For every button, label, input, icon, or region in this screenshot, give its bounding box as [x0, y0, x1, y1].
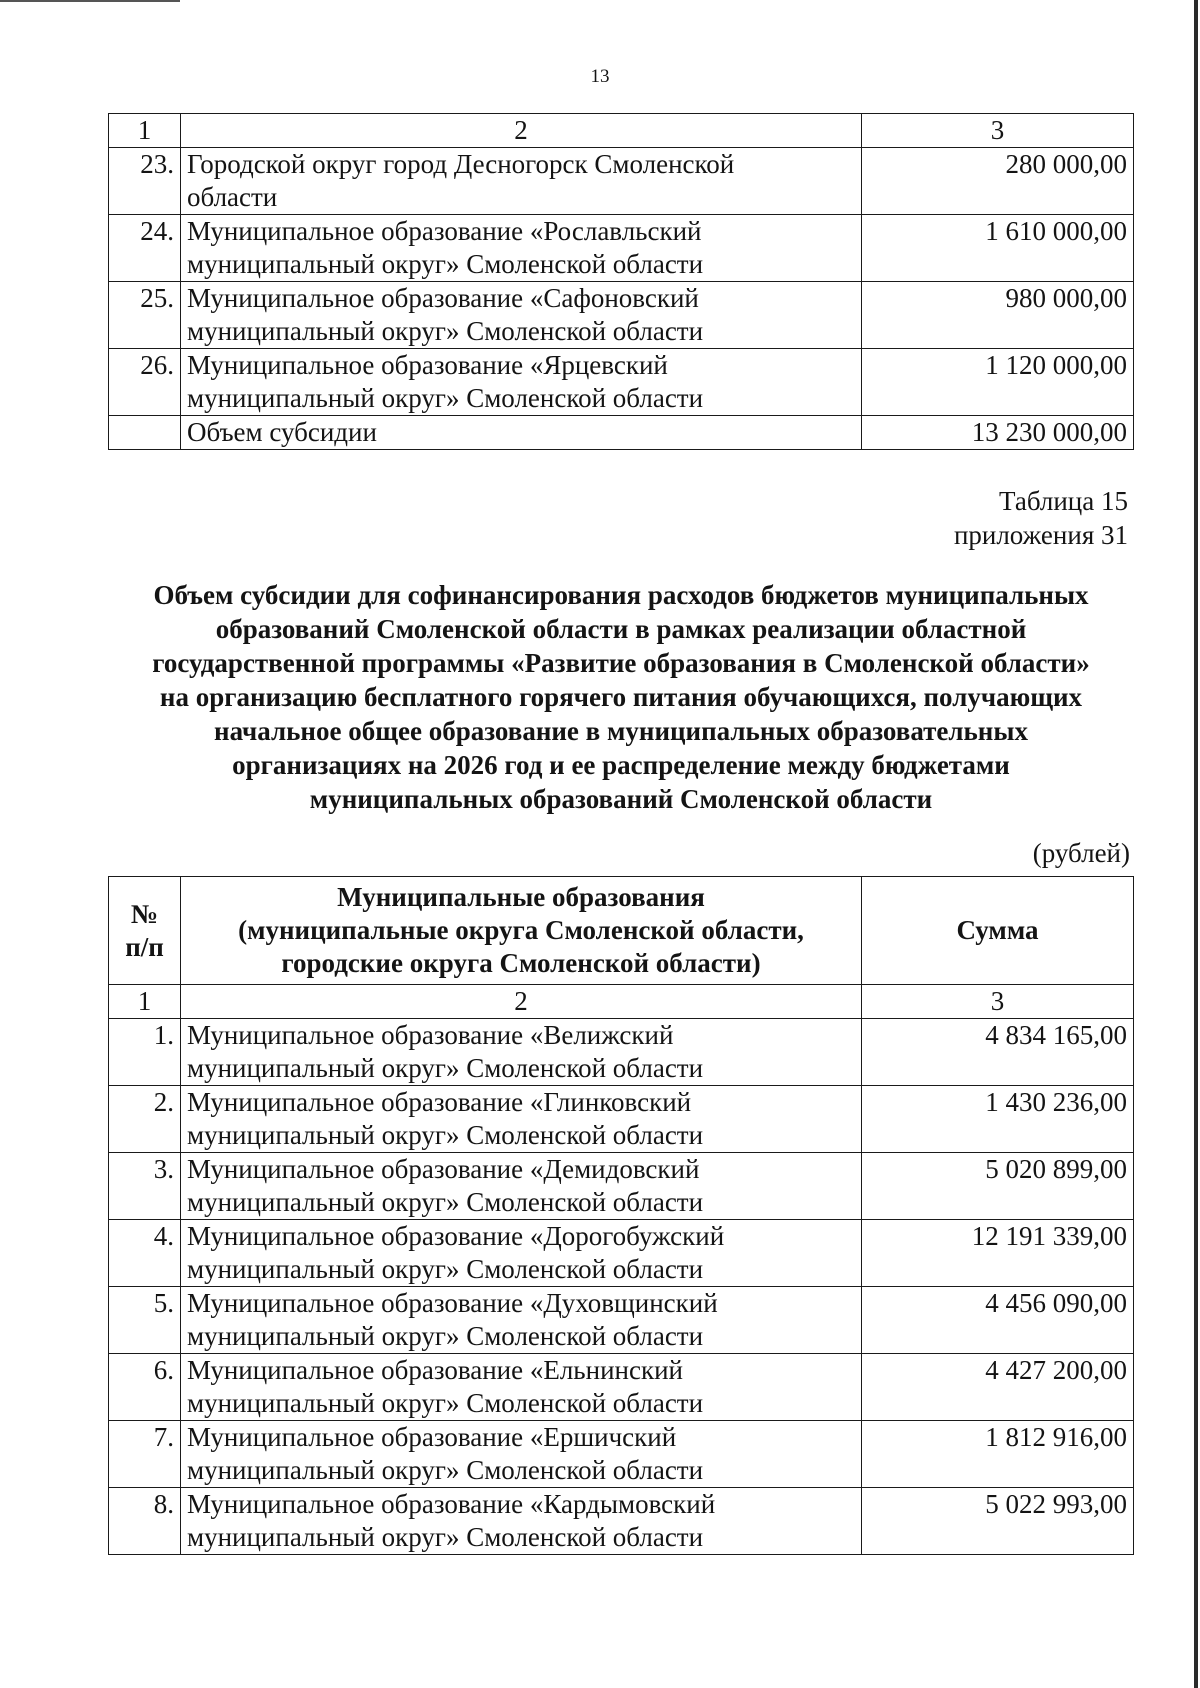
row-name-line: Муниципальное образование «Глинковский — [187, 1087, 692, 1117]
row-number: 3. — [109, 1153, 181, 1220]
table-row — [109, 148, 1134, 215]
row-name-line: муниципальный округ» Смоленской области — [187, 316, 704, 346]
row-sum: 980 000,00 — [862, 282, 1134, 349]
table-caption — [954, 484, 1128, 552]
row-name-line: Муниципальное образование «Ершичский — [187, 1422, 677, 1452]
row-name — [181, 1354, 862, 1421]
row-number: 24. — [109, 215, 181, 282]
page-number: 13 — [590, 66, 610, 87]
row-number: 6. — [109, 1354, 181, 1421]
index-cell: 3 — [862, 114, 1134, 148]
table-row — [109, 1488, 1134, 1555]
row-name-line: Муниципальное образование «Кардымовский — [187, 1489, 716, 1519]
index-cell: 2 — [181, 114, 862, 148]
total-number-cell — [109, 416, 181, 450]
row-name-line: муниципальный округ» Смоленской области — [187, 1455, 704, 1485]
row-number: 2. — [109, 1086, 181, 1153]
row-name-line: Городской округ город Десногорск Смоленской — [187, 149, 735, 179]
index-cell: 2 — [181, 985, 862, 1019]
row-sum: 12 191 339,00 — [862, 1220, 1134, 1287]
table-row — [109, 1354, 1134, 1421]
row-name-line: муниципальный округ» Смоленской области — [187, 383, 704, 413]
row-number: 23. — [109, 148, 181, 215]
row-name — [181, 215, 862, 282]
row-number: 25. — [109, 282, 181, 349]
row-sum: 4 456 090,00 — [862, 1287, 1134, 1354]
header-municipality — [181, 877, 862, 985]
caption-appendix: приложения 31 — [953, 520, 1128, 550]
table-continued — [108, 113, 1134, 450]
row-number: 26. — [109, 349, 181, 416]
subsidy-table — [108, 876, 1134, 1555]
row-sum: 5 020 899,00 — [862, 1153, 1134, 1220]
row-sum: 1 610 000,00 — [862, 215, 1134, 282]
row-number: 8. — [109, 1488, 181, 1555]
table-header-row — [109, 877, 1134, 985]
table-row — [109, 1421, 1134, 1488]
row-name — [181, 349, 862, 416]
row-number: 4. — [109, 1220, 181, 1287]
row-name — [181, 1488, 862, 1555]
header-number — [109, 877, 181, 985]
title-line: образований Смоленской области в рамках реализации областной — [215, 614, 1027, 644]
header-municipality-line: городские округа Смоленской области) — [281, 948, 761, 978]
table-row — [109, 215, 1134, 282]
table-row — [109, 1019, 1134, 1086]
table-row — [109, 349, 1134, 416]
row-name-line: области — [187, 182, 278, 212]
header-municipality-line: Муниципальные образования — [337, 882, 705, 912]
row-sum: 1 120 000,00 — [862, 349, 1134, 416]
row-name-line: Муниципальное образование «Ярцевский — [187, 350, 668, 380]
index-cell: 3 — [862, 985, 1134, 1019]
table-row — [109, 1220, 1134, 1287]
row-name — [181, 148, 862, 215]
table-row — [109, 282, 1134, 349]
row-name-line: муниципальный округ» Смоленской области — [187, 249, 704, 279]
scan-edge-right — [1194, 0, 1198, 1688]
row-name-line: Муниципальное образование «Рославльский — [187, 216, 702, 246]
row-name-line: Муниципальное образование «Велижский — [187, 1020, 674, 1050]
total-sum: 13 230 000,00 — [862, 416, 1134, 450]
row-name-line: Муниципальное образование «Дорогобужский — [187, 1221, 725, 1251]
scan-edge-top — [0, 0, 180, 2]
row-name-line: Муниципальное образование «Ельнинский — [187, 1355, 683, 1385]
row-name-line: муниципальный округ» Смоленской области — [187, 1120, 704, 1150]
row-sum: 5 022 993,00 — [862, 1488, 1134, 1555]
row-name-line: муниципальный округ» Смоленской области — [187, 1053, 704, 1083]
row-number: 5. — [109, 1287, 181, 1354]
document-title — [108, 578, 1134, 816]
title-line: на организацию бесплатного горячего питания обучающихся, получающих — [159, 682, 1083, 712]
title-line: муниципальных образований Смоленской области — [309, 784, 933, 814]
title-line: государственной программы «Развитие образования в Смоленской области» — [152, 648, 1090, 678]
row-name-line: Муниципальное образование «Демидовский — [187, 1154, 700, 1184]
title-line: начальное общее образование в муниципальных образовательных — [214, 716, 1028, 746]
table-index-row — [109, 114, 1134, 148]
header-municipality-line: (муниципальные округа Смоленской области, — [238, 915, 804, 945]
row-name — [181, 1086, 862, 1153]
title-line: организациях на 2026 год и ее распределение между бюджетами — [232, 750, 1010, 780]
index-cell: 1 — [109, 985, 181, 1019]
table-index-row — [109, 985, 1134, 1019]
row-name — [181, 282, 862, 349]
row-name — [181, 1019, 862, 1086]
row-number: 7. — [109, 1421, 181, 1488]
row-name-line: муниципальный округ» Смоленской области — [187, 1388, 704, 1418]
header-number-line: № — [130, 898, 159, 929]
table-row — [109, 1287, 1134, 1354]
units-label: (рублей) — [1032, 838, 1130, 868]
row-name-line: муниципальный округ» Смоленской области — [187, 1321, 704, 1351]
row-sum: 1 812 916,00 — [862, 1421, 1134, 1488]
row-name-line: Муниципальное образование «Духовщинский — [187, 1288, 718, 1318]
row-sum: 1 430 236,00 — [862, 1086, 1134, 1153]
row-sum: 4 427 200,00 — [862, 1354, 1134, 1421]
row-name — [181, 1287, 862, 1354]
caption-table-number: Таблица 15 — [999, 486, 1128, 516]
row-name-line: муниципальный округ» Смоленской области — [187, 1187, 704, 1217]
header-sum: Сумма — [862, 877, 1134, 985]
row-sum: 4 834 165,00 — [862, 1019, 1134, 1086]
table-total-row — [109, 416, 1134, 450]
header-number-line: п/п — [125, 931, 164, 962]
row-name — [181, 1421, 862, 1488]
row-name-line: Муниципальное образование «Сафоновский — [187, 283, 699, 313]
row-name — [181, 1153, 862, 1220]
table-row — [109, 1086, 1134, 1153]
row-sum: 280 000,00 — [862, 148, 1134, 215]
total-label: Объем субсидии — [181, 416, 862, 450]
row-number: 1. — [109, 1019, 181, 1086]
table-row — [109, 1153, 1134, 1220]
index-cell: 1 — [109, 114, 181, 148]
title-line: Объем субсидии для софинансирования расходов бюджетов муниципальных — [153, 580, 1089, 610]
row-name — [181, 1220, 862, 1287]
row-name-line: муниципальный округ» Смоленской области — [187, 1522, 704, 1552]
row-name-line: муниципальный округ» Смоленской области — [187, 1254, 704, 1284]
